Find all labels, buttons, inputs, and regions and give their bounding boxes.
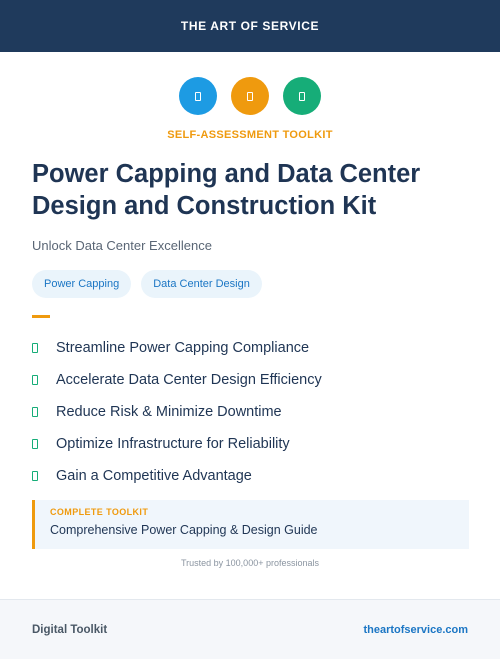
tag-power-capping: Power Capping [32, 270, 131, 298]
benefit-text: Gain a Competitive Advantage [56, 468, 252, 484]
brand-title: THE ART OF SERVICE [180, 19, 320, 33]
check-icon [32, 343, 38, 353]
document-icon [247, 92, 253, 101]
footer-bar [0, 599, 500, 659]
document-icon [195, 92, 201, 101]
page-title: Power Capping and Data Center Design and Construction Kit [32, 160, 421, 220]
check-icon [32, 439, 38, 449]
icon-circle-blue [179, 77, 217, 115]
trusted-note: Trusted by 100,000+ professionals [180, 558, 319, 568]
check-icon [32, 471, 38, 481]
document-icon [299, 92, 305, 101]
benefit-item [32, 460, 322, 492]
footer-label: Digital Toolkit [32, 623, 108, 636]
check-icon [32, 407, 38, 417]
tag-list [32, 270, 262, 298]
icon-circle-green [283, 77, 321, 115]
benefit-item [32, 396, 322, 428]
check-icon [32, 375, 38, 385]
benefit-list [32, 332, 322, 492]
subtitle: Unlock Data Center Excellence [32, 238, 212, 253]
kicker-label: SELF-ASSESSMENT TOOLKIT [167, 129, 333, 141]
icon-circle-orange [231, 77, 269, 115]
header-bar [0, 0, 500, 52]
benefit-item [32, 364, 322, 396]
benefit-item [32, 332, 322, 364]
benefit-item [32, 428, 322, 460]
accent-divider [32, 315, 50, 318]
toolkit-callout [32, 500, 469, 549]
toolkit-text: Comprehensive Power Capping & Design Guide [50, 523, 318, 537]
benefit-text: Accelerate Data Center Design Efficiency [56, 372, 322, 388]
benefit-text: Streamline Power Capping Compliance [56, 340, 310, 356]
toolkit-label: COMPLETE TOOLKIT [50, 507, 149, 517]
footer-website-link[interactable]: theartofservice.com [363, 623, 468, 636]
benefit-text: Reduce Risk & Minimize Downtime [56, 404, 282, 420]
tag-data-center-design: Data Center Design [141, 270, 262, 298]
benefit-text: Optimize Infrastructure for Reliability [56, 436, 290, 452]
icon-row [0, 77, 500, 115]
